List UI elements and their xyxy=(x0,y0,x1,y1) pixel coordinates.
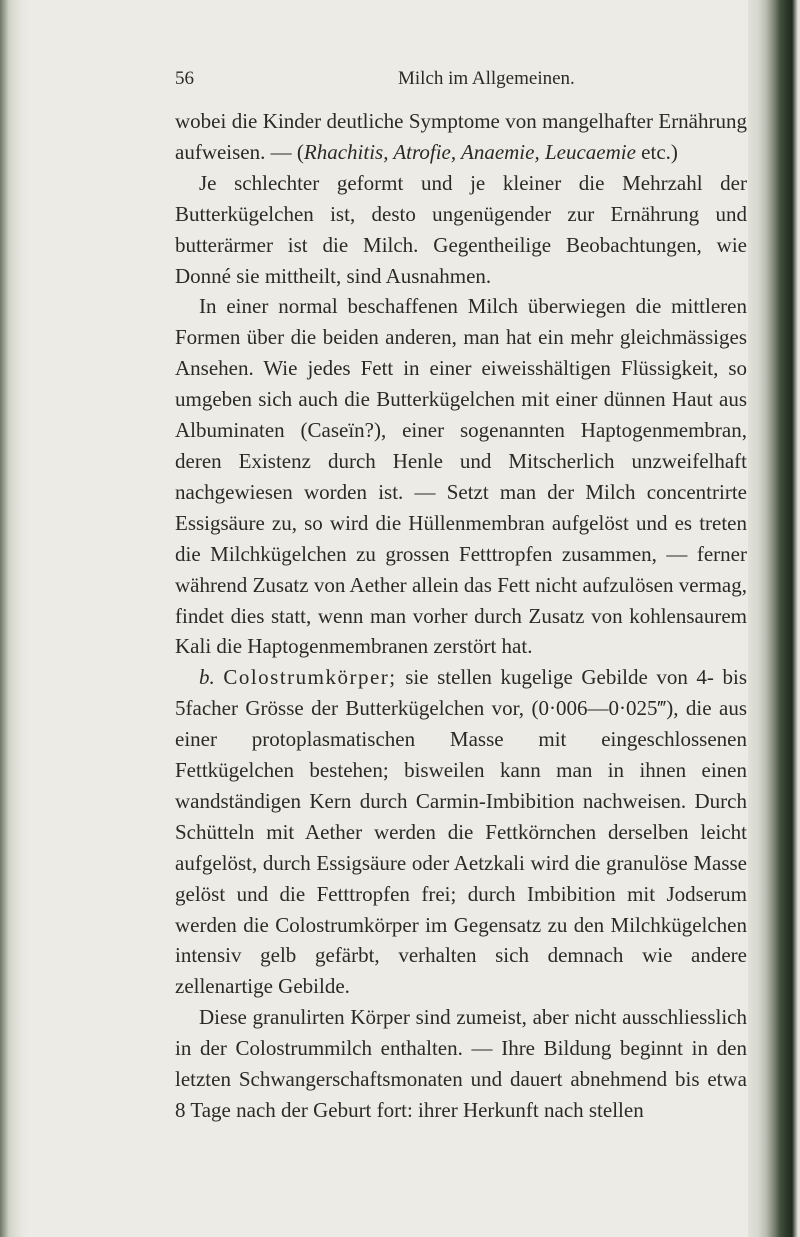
page-number: 56 xyxy=(175,68,194,89)
paragraph-5: Diese granulirten Körper sind zumeist, aber nicht ausschliesslich in der Colostrummilch enthalten. — Ihre Bildung beginnt in den letzten Schwangerschaftsmonaten und dauert abnehmend bis etwa 8 Tage nach der Geburt fort: ihrer Herkunft nach stellen xyxy=(175,1005,747,1122)
binding-edge xyxy=(0,0,30,1237)
paragraph-4: b. Colostrumkörper; sie stellen kugelige Gebilde von 4- bis 5facher Grösse der Butterkügelchen vor, (0·006—0·025‴), die aus einer protoplasmatischen Masse mit eingeschlossenen Fettkügelchen bestehen; bisweilen kann man in ihnen einen wandständigen Kern durch Carmin-Imbibition nachweisen. Durch Schütteln mit Aether werden die Fettkörnchen derselben leicht aufgelöst, durch Essigsäure oder Aetzkali wird die granulöse Masse gelöst und die Fetttropfen frei; durch Imbibition mit Jodserum werden die Colostrumkörper im Gegensatz zu den Milchkügelchen intensiv gelb gefärbt, verhalten sich demnach wie andere zellenartige Gebilde. xyxy=(175,665,747,999)
page-header xyxy=(0,68,800,94)
paragraph-3: In einer normal beschaffenen Milch überwiegen die mittleren Formen über die beiden anderen, man hat ein mehr gleichmässiges Ansehen. Wie jedes Fett in einer eiweisshältigen Flüssigkeit, so umgeben sich auch die Butterkügelchen mit einer dünnen Haut aus Albuminaten (Caseïn?), einer sogenannten Haptogenmembran, deren Existenz durch Henle und Mitscherlich unzweifelhaft nachgewiesen worden ist. — Setzt man der Milch concentrirte Essigsäure zu, so wird die Hüllenmembran aufgelöst und es treten die Milchkügelchen zu grossen Fetttropfen zusammen, — ferner während Zusatz von Aether allein das Fett nicht aufzulösen vermag, findet dies statt, wenn man vorher durch Zusatz von kohlensaurem Kali die Haptogenmembranen zerstört hat. xyxy=(175,294,747,659)
paragraph-2: Je schlechter geformt und je kleiner die Mehrzahl der Butterkügelchen ist, desto ungenügender zur Ernährung und butterärmer ist die Milch. Gegentheilige Beobachtungen, wie Donné sie mittheilt, sind Ausnahmen. xyxy=(175,170,747,288)
section-term: Colostrumkörper; xyxy=(223,665,397,690)
page-edge-shadow xyxy=(748,0,800,1237)
body-text xyxy=(175,106,747,1126)
disease-list: Rhachitis, Atrofie, Anaemie, Leucaemie xyxy=(303,139,636,164)
section-label: b. xyxy=(199,665,215,690)
paragraph-1: wobei die Kinder deutliche Symptome von mangelhafter Ernährung aufweisen. — (Rhachitis, Atrofie, Anaemie, Leucaemie etc.) xyxy=(175,109,747,164)
running-title: Milch im Allgemeinen. xyxy=(398,68,575,89)
